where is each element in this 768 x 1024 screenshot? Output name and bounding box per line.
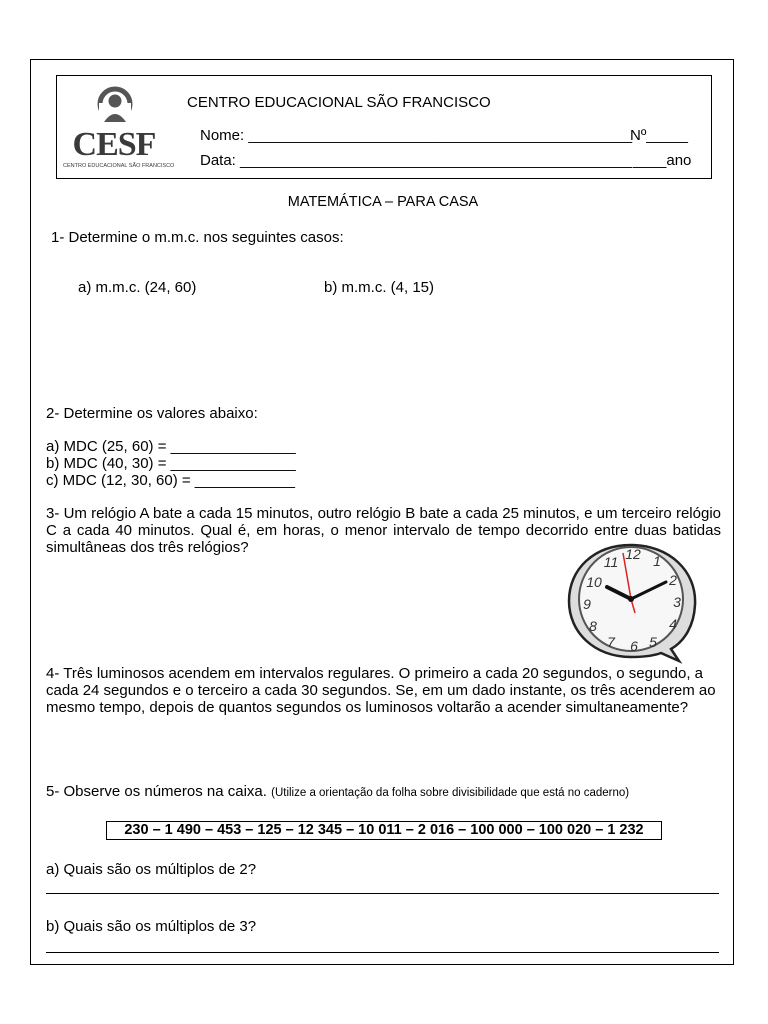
q3-text: 3- Um relógio A bate a cada 15 minutos, outro relógio B bate a cada 25 minutos, e um terceiro relógio C a cada 40 minutos. Qual é, em horas, o menor intervalo de tempo decorrido entre duas batidas simultâneas dos três relógios? — [46, 505, 721, 556]
logo-subtitle: CENTRO EDUCACIONAL SÃO FRANCISCO — [63, 163, 175, 169]
q2-item-a: a) MDC (25, 60) = _______________ — [46, 438, 296, 455]
q5-note: (Utilize a orientação da folha sobre divisibilidade que está no caderno) — [271, 787, 630, 799]
numbers-box: 230 – 1 490 – 453 – 125 – 12 345 – 10 011 – 2 016 – 100 000 – 100 020 – 1 232 — [106, 821, 662, 840]
clock-numeral-7: 7 — [607, 634, 615, 650]
clock-numeral-2: 2 — [669, 572, 677, 588]
clock-numeral-6: 6 — [630, 638, 638, 654]
clock-numeral-9: 9 — [583, 596, 591, 612]
header-box — [56, 75, 712, 179]
clock-numeral-11: 11 — [603, 554, 619, 570]
clock-numeral-4: 4 — [669, 616, 677, 632]
answer-line-b[interactable] — [46, 952, 719, 953]
clock-illustration — [561, 535, 701, 665]
clock-numeral-5: 5 — [649, 634, 657, 650]
q2-item-c: c) MDC (12, 30, 60) = ____________ — [46, 472, 295, 489]
q5-item-b: b) Quais são os múltiplos de 3? — [46, 918, 257, 935]
q5-prompt — [46, 783, 629, 800]
school-logo — [63, 84, 175, 172]
logo-text: CESF — [72, 126, 156, 163]
clock-numeral-1: 1 — [653, 553, 661, 569]
number-field: Nº_____ — [630, 127, 689, 144]
q4-text: 4- Três luminosos acendem em intervalos regulares. O primeiro a cada 20 segundos, o segundo, a cada 24 segundos e o terceiro a cada 30 segundos. Se, em um dado instante, os três acenderem ao mesmo tempo, depois de quantos segundos os luminosos voltarão a acender simultaneamente? — [46, 665, 716, 716]
q5-item-a: a) Quais são os múltiplos de 2? — [46, 861, 257, 878]
worksheet-page — [30, 59, 734, 965]
logo-emblem-icon — [95, 84, 135, 124]
q1-prompt: 1- Determine o m.m.c. nos seguintes casos: — [51, 229, 344, 246]
date-field: Data: _______________________________________________ — [200, 152, 633, 169]
clock-numeral-12: 12 — [625, 546, 641, 562]
year-field: ____ano — [633, 152, 692, 169]
q2-prompt: 2- Determine os valores abaixo: — [46, 405, 258, 422]
clock-numeral-10: 10 — [586, 574, 602, 590]
school-name: CENTRO EDUCACIONAL SÃO FRANCISCO — [187, 94, 491, 111]
q1-item-a: a) m.m.c. (24, 60) — [78, 279, 197, 296]
answer-line-a[interactable] — [46, 893, 719, 894]
q5-prompt-text: 5- Observe os números na caixa. — [46, 783, 267, 800]
q2-item-b: b) MDC (40, 30) = _______________ — [46, 455, 296, 472]
clock-numeral-8: 8 — [589, 618, 597, 634]
page-title: MATEMÁTICA – PARA CASA — [287, 194, 479, 210]
clock-numeral-3: 3 — [673, 594, 681, 610]
q1-item-b: b) m.m.c. (4, 15) — [324, 279, 435, 296]
name-field: Nome: ______________________________________________ — [200, 127, 633, 144]
